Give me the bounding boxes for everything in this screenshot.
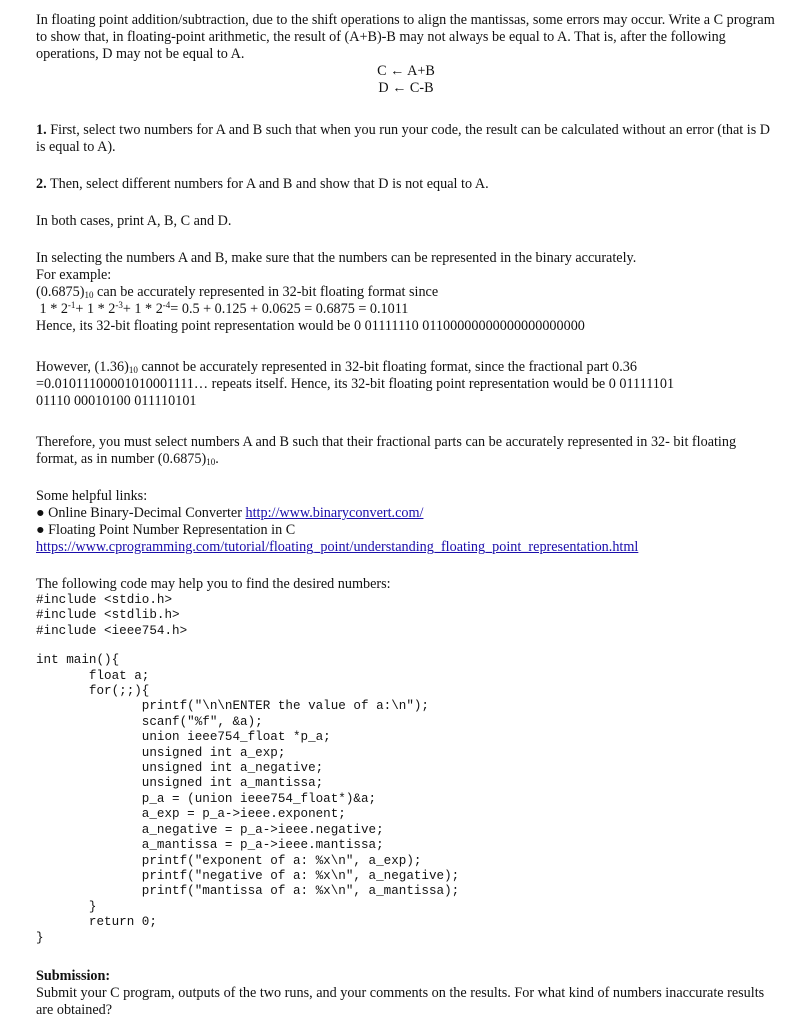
for-example-text: For example: (36, 267, 112, 283)
link-item-2: ● Floating Point Number Representation in C (36, 522, 296, 538)
submission-text: Submit your C program, outputs of the two runs, and your comments on the results. For what kind of numbers inaccurate results are obtained? (36, 984, 765, 1018)
link-item-1: ● Online Binary-Decimal Converter http://www.binaryconvert.com/ (36, 505, 424, 521)
submission-heading (36, 968, 776, 985)
step-1 (36, 122, 776, 156)
example-value: (0.6875) (36, 284, 85, 300)
example-base: 10 (84, 290, 94, 300)
exp-1: -1 (67, 300, 76, 310)
exp-2: -3 (115, 300, 123, 310)
example-rest: can be accurately represented in 32-bit floating format since (93, 284, 439, 300)
term-1: 1 * 2 (39, 301, 68, 317)
binaryconvert-link[interactable]: http://www.binaryconvert.com/ (245, 505, 424, 521)
therefore-c: . (215, 451, 219, 467)
submission-title: Submission: (36, 967, 111, 984)
operation-c: C ← A+B (377, 63, 435, 79)
exp-3: -4 (162, 300, 171, 310)
however-a: However, (1.36) (36, 359, 129, 375)
term-2: + 1 * 2 (75, 301, 116, 317)
term-3: + 1 * 2 (122, 301, 163, 317)
assignment-document (36, 12, 776, 1019)
therefore-a: Therefore, you must select numbers A and B such that their fractional parts can be accurately represented in 32- bit floating format, as in number (0.6875) (36, 434, 737, 467)
link-item-2-url (36, 539, 776, 556)
link-1-label: Online Binary-Decimal Converter (48, 505, 246, 521)
both-cases-text: In both cases, print A, B, C and D. (36, 213, 232, 229)
however-base: 10 (128, 365, 138, 375)
link-2-label: Floating Point Number Representation in C (48, 522, 296, 538)
however-c: 01110 00010100 011110101 (36, 393, 197, 409)
binary-expansion (36, 301, 776, 318)
code-includes: #include <stdio.h> #include <stdlib.h> #include <ieee754.h> (36, 593, 188, 638)
term-sum: = 0.5 + 0.125 + 0.0625 = 0.6875 = 0.1011 (170, 301, 409, 317)
links-heading: Some helpful links: (36, 488, 148, 504)
hence-text: Hence, its 32-bit floating point representation would be 0 01111110 01100000000000000000000 (36, 318, 585, 334)
code-main: int main(){ float a; for(;;){ printf("\n\nENTER the value of a:\n"); scanf("%f", &a); union ieee754_float *p_a; unsigned int a_exp; unsigned int a_negative; unsigned int a_mantissa; p_a = (union ieee754_float*)&a; a_exp = p_a->ieee.exponent; a_negative = p_a->ieee.negative; a_mantissa = p_a->ieee.mantissa; printf("exponent of a: %x\n", a_exp); printf("negative of a: %x\n", a_negative); printf("mantissa of a: %x\n", a_mantissa); } return 0; } (36, 653, 460, 945)
therefore-paragraph (36, 434, 776, 468)
step-1-number: 1. (36, 122, 47, 138)
however-paragraph (36, 359, 776, 410)
intro-paragraph: In floating point addition/subtraction, due to the shift operations to align the mantissas, some errors may occur. Write a C program to show that, in floating-point arithmetic, the result of (A+B)-B may not always be equal to A. That is, after the following operations, D may not be equal to A. (36, 12, 775, 62)
operation-d: D ← C-B (378, 80, 434, 96)
step-2 (36, 176, 776, 193)
cprogramming-link[interactable]: https://www.cprogramming.com/tutorial/floating_point/understanding_floating_point_representation.html (36, 539, 639, 555)
step-2-text: Then, select different numbers for A and B and show that D is not equal to A. (49, 176, 489, 192)
step-1-text: First, select two numbers for A and B such that when you run your code, the result can be calculated without an error (that is D is equal to A). (36, 122, 771, 155)
however-b: cannot be accurately represented in 32-bit floating format, since the fractional part 0.36 =0.01011100001010001111… repeats itself. Hence, its 32-bit floating point representation would be 0 01111101 (36, 359, 675, 392)
selecting-text: In selecting the numbers A and B, make sure that the numbers can be represented in the binary accurately. (36, 250, 637, 266)
therefore-base: 10 (206, 457, 216, 467)
example-line (36, 284, 776, 301)
step-2-number: 2. (36, 176, 47, 192)
code-intro: The following code may help you to find the desired numbers: (36, 576, 391, 592)
